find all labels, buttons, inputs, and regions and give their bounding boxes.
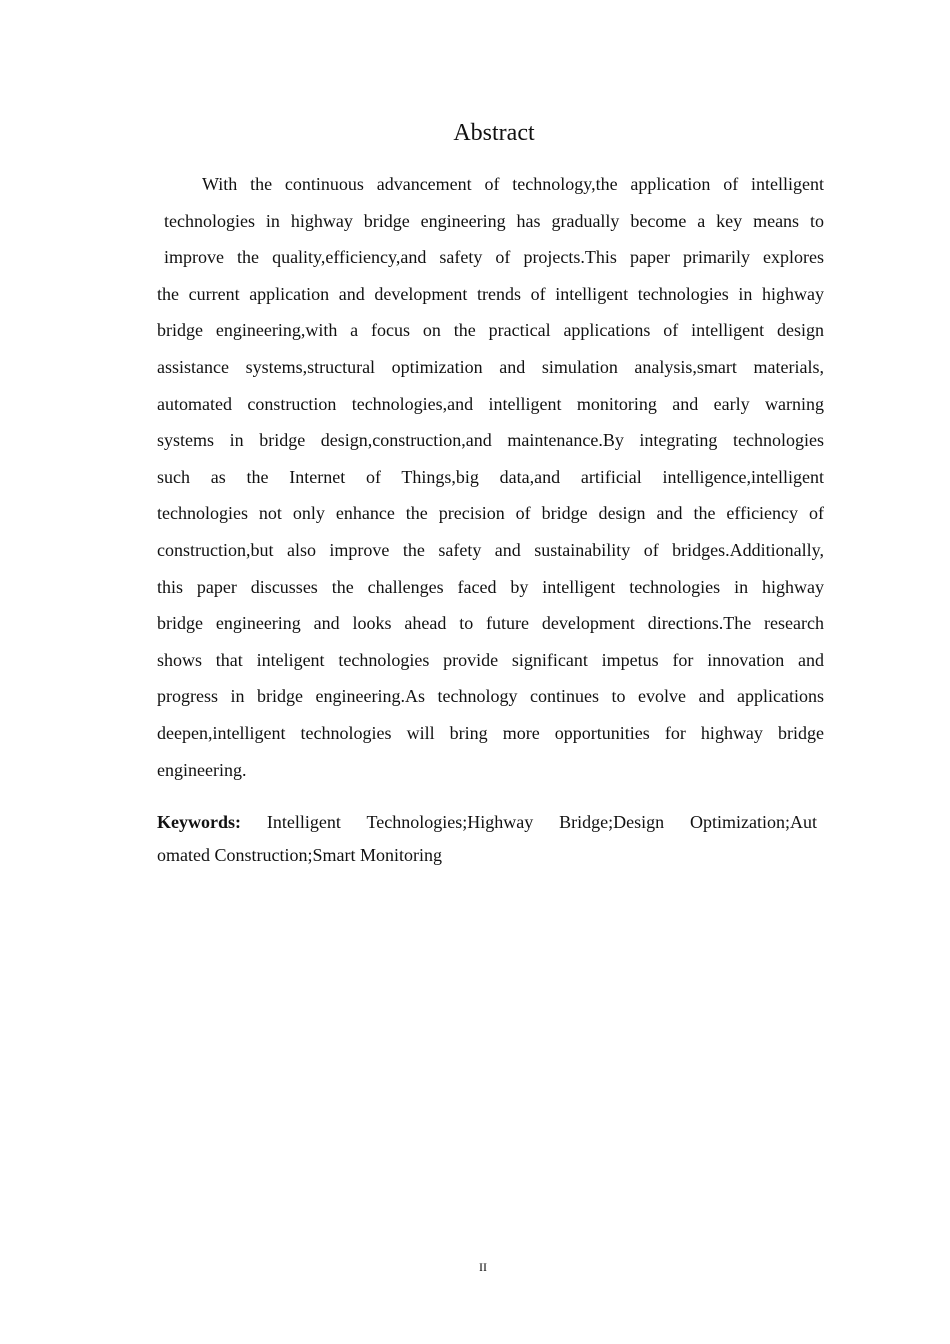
abstract-line: technologies not only enhance the precision of bridge design and the efficiency of [157, 503, 824, 524]
abstract-line: shows that inteligent technologies provide significant impetus for innovation and [157, 649, 824, 670]
abstract-line: With the continuous advancement of technology,the application of intelligent [202, 174, 824, 194]
abstract-line: improve the quality,efficiency,and safety of projects.This paper primarily explores [164, 247, 824, 268]
abstract-line: bridge engineering and looks ahead to future development directions.The research [157, 613, 824, 634]
abstract-line: technologies in highway bridge engineering has gradually become a key means to [164, 210, 824, 231]
abstract-line: automated construction technologies,and intelligent monitoring and early warning [157, 393, 824, 414]
abstract-line: bridge engineering,with a focus on the practical applications of intelligent design [157, 320, 824, 341]
abstract-line: construction,but also improve the safety and sustainability of bridges.Additionally, [157, 539, 824, 560]
abstract-line: assistance systems,structural optimization and simulation analysis,smart materials, [157, 356, 824, 377]
keywords-section [157, 806, 817, 872]
abstract-body [157, 166, 824, 788]
keywords-line [157, 806, 817, 839]
keywords-label: Keywords: [157, 812, 241, 832]
keywords-text: Intelligent Technologies;Highway Bridge;Design Optimization;Aut [266, 812, 817, 832]
abstract-line: such as the Internet of Things,big data,and artificial intelligence,intelligent [157, 466, 824, 487]
abstract-line: the current application and development trends of intelligent technologies in highway [157, 283, 824, 304]
keywords-line-continued: omated Construction;Smart Monitoring [157, 845, 442, 865]
page-number: II [479, 1260, 487, 1274]
abstract-title: Abstract [453, 120, 535, 146]
abstract-line: this paper discusses the challenges faced by intelligent technologies in highway [157, 576, 824, 597]
abstract-line: progress in bridge engineering.As technology continues to evolve and applications [157, 686, 824, 707]
abstract-line: engineering. [157, 759, 247, 780]
abstract-line: systems in bridge design,construction,and maintenance.By integrating technologies [157, 430, 824, 451]
abstract-line: deepen,intelligent technologies will bring more opportunities for highway bridge [157, 722, 824, 743]
